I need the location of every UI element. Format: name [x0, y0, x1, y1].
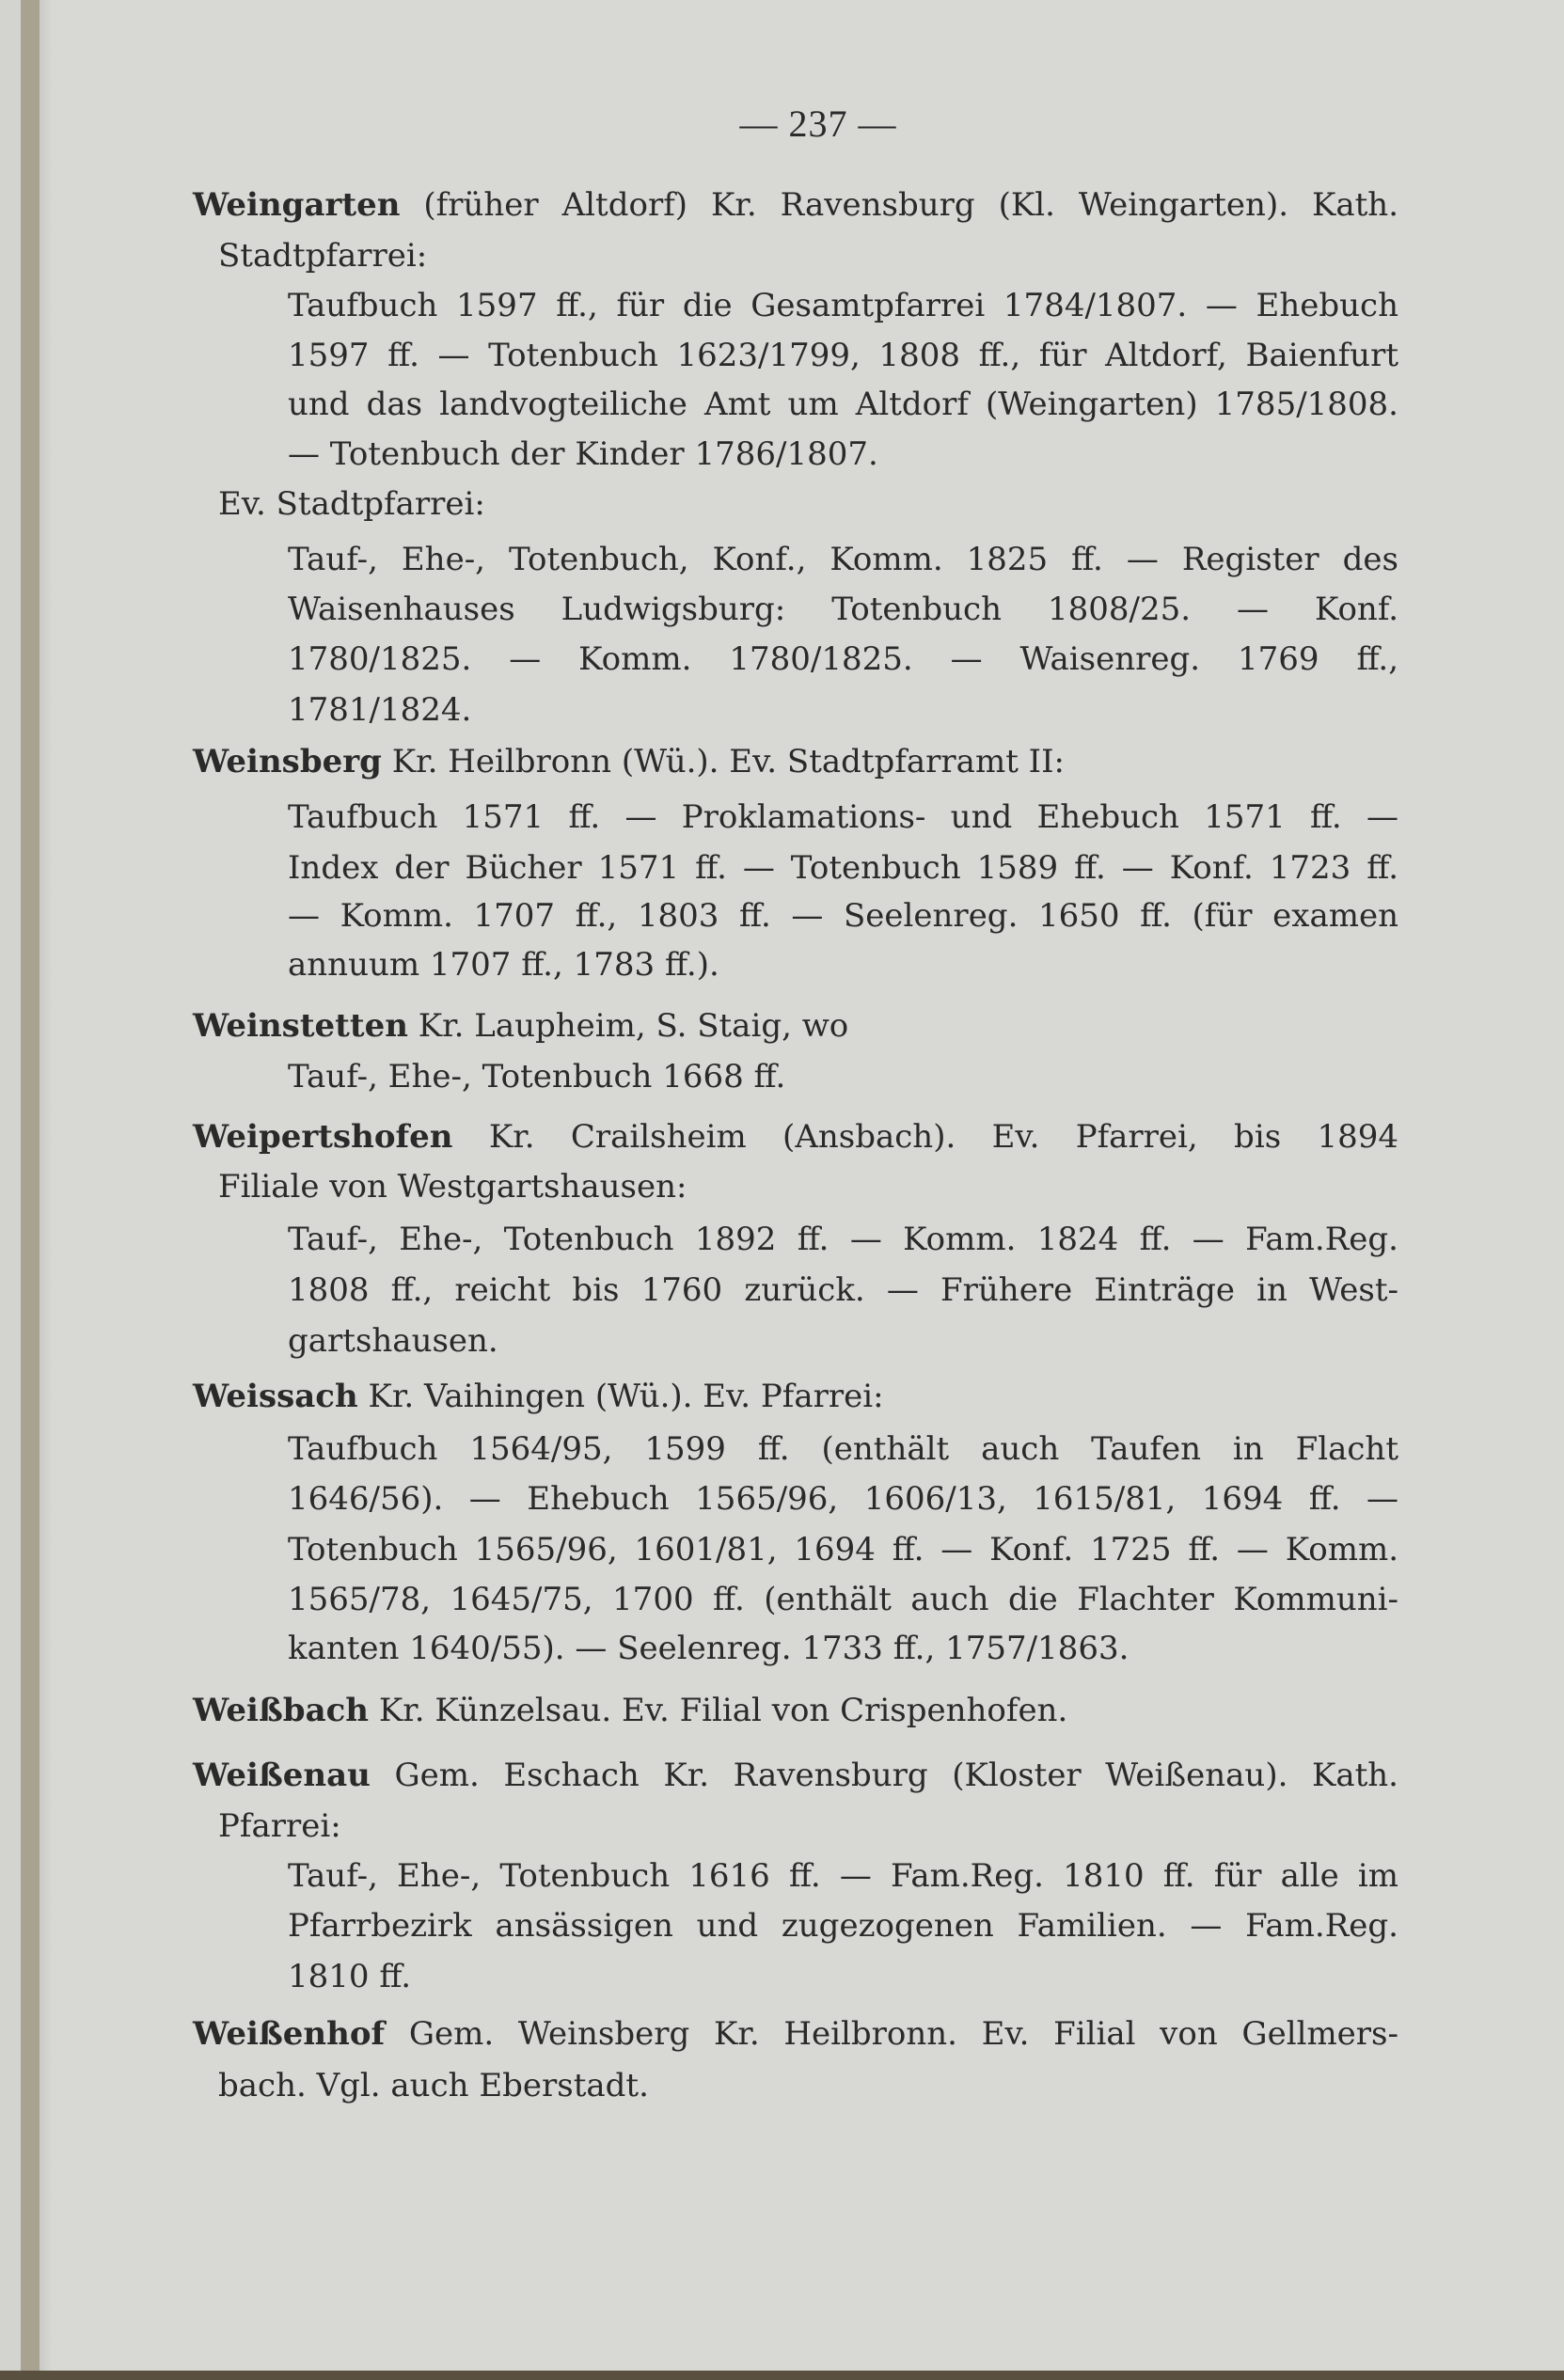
- entry-heading: [193, 1376, 1398, 1417]
- entry-heading: [193, 2013, 1398, 2055]
- entry-line: annuum 1707 ff., 1783 ff.).: [288, 946, 719, 984]
- entry-line: Totenbuch 1565/96, 1601/81, 1694 ff. — Konf. 1725 ff. — Komm.: [288, 1531, 1398, 1568]
- entry-line: Stadtpfarrei:: [218, 237, 428, 275]
- entry-line: Ev. Stadtpfarrei:: [218, 485, 485, 523]
- entry-heading-text: Kr. Laupheim, S. Staig, wo: [407, 1007, 849, 1045]
- entry-headword: Weipertshofen: [193, 1118, 453, 1156]
- entry-heading: [193, 1005, 1398, 1047]
- entry-line: 1781/1824.: [288, 691, 472, 729]
- entry-headword: Weinstetten: [193, 1007, 408, 1045]
- entry-line: Tauf-, Ehe-, Totenbuch, Konf., Komm. 1825 ff. — Register des: [288, 541, 1398, 578]
- entry-headword: Weißenau: [193, 1757, 371, 1794]
- entry-line: Tauf-, Ehe-, Totenbuch 1616 ff. — Fam.Reg. 1810 ff. für alle im: [288, 1857, 1398, 1895]
- entry-heading-text: Gem. Eschach Kr. Ravensburg (Kloster Weißenau). Kath.: [370, 1757, 1398, 1794]
- entry-heading: [193, 184, 1398, 226]
- entry-headword: Weinsberg: [193, 743, 382, 780]
- entry-line: bach. Vgl. auch Eberstadt.: [218, 2067, 649, 2104]
- entry-line: Taufbuch 1571 ff. — Proklamations- und Ehebuch 1571 ff. —: [288, 798, 1398, 836]
- entry-line: Waisenhauses Ludwigsburg: Totenbuch 1808/25. — Konf.: [288, 591, 1398, 628]
- entry-line: — Totenbuch der Kinder 1786/1807.: [288, 435, 878, 473]
- entry-line: Pfarrbezirk ansässigen und zugezogenen Familien. — Fam.Reg.: [288, 1907, 1398, 1945]
- entry-line: Taufbuch 1597 ff., für die Gesamtpfarrei 1784/1807. — Ehebuch: [288, 287, 1398, 324]
- entry-line: 1565/78, 1645/75, 1700 ff. (enthält auch die Flachter Kommuni-: [288, 1581, 1398, 1618]
- entry-line: 1808 ff., reicht bis 1760 zurück. — Frühere Einträge in West-: [288, 1271, 1398, 1309]
- entry-line: 1646/56). — Ehebuch 1565/96, 1606/13, 1615/81, 1694 ff. —: [288, 1480, 1398, 1518]
- entry-line: Filiale von Westgartshausen:: [218, 1168, 687, 1206]
- page-edge: [0, 0, 21, 2380]
- book-spine-edge: [21, 0, 39, 2380]
- entry-line: Tauf-, Ehe-, Totenbuch 1892 ff. — Komm. 1824 ff. — Fam.Reg.: [288, 1221, 1398, 1258]
- entry-headword: Weingarten: [193, 186, 401, 224]
- entry-line: Index der Bücher 1571 ff. — Totenbuch 1589 ff. — Konf. 1723 ff.: [288, 849, 1398, 887]
- entry-headword: Weißenhof: [193, 2015, 386, 2053]
- entry-heading-text: Kr. Vaihingen (Wü.). Ev. Pfarrei:: [357, 1378, 884, 1415]
- gutter-shadow: [39, 0, 53, 2380]
- entry-line: 1780/1825. — Komm. 1780/1825. — Waisenreg. 1769 ff.,: [288, 640, 1398, 678]
- page-bottom-edge: [0, 2371, 1564, 2380]
- entry-headword: Weissach: [193, 1378, 358, 1415]
- entry-heading: [193, 1116, 1398, 1158]
- entry-heading: [193, 741, 1398, 782]
- entry-heading: [193, 1690, 1398, 1731]
- entry-heading: [193, 1755, 1398, 1796]
- entry-line: 1810 ff.: [288, 1958, 412, 1995]
- entry-line: kanten 1640/55). — Seelenreg. 1733 ff., 1757/1863.: [288, 1630, 1130, 1667]
- entry-line: und das landvogteiliche Amt um Altdorf (Weingarten) 1785/1808.: [288, 386, 1398, 423]
- entry-line: gartshausen.: [288, 1322, 498, 1360]
- entry-heading-text: Gem. Weinsberg Kr. Heilbronn. Ev. Filial von Gellmers-: [385, 2015, 1398, 2053]
- entry-heading-text: Kr. Crailsheim (Ansbach). Ev. Pfarrei, bis 1894: [452, 1118, 1398, 1156]
- entry-line: — Komm. 1707 ff., 1803 ff. — Seelenreg. 1650 ff. (für examen: [288, 897, 1398, 935]
- entry-line: 1597 ff. — Totenbuch 1623/1799, 1808 ff., für Altdorf, Baienfurt: [288, 337, 1398, 374]
- entry-line: Tauf-, Ehe-, Totenbuch 1668 ff.: [288, 1058, 786, 1095]
- entry-heading-text: Kr. Künzelsau. Ev. Filial von Crispenhofen.: [369, 1692, 1068, 1729]
- entry-heading-text: Kr. Heilbronn (Wü.). Ev. Stadtpfarramt II:: [381, 743, 1065, 780]
- entry-headword: Weißbach: [193, 1692, 370, 1729]
- entry-heading-text: (früher Altdorf) Kr. Ravensburg (Kl. Weingarten). Kath.: [400, 186, 1398, 224]
- page-number: — 237 —: [739, 102, 897, 145]
- entry-line: Pfarrei:: [218, 1807, 341, 1845]
- entry-line: Taufbuch 1564/95, 1599 ff. (enthält auch Taufen in Flacht: [288, 1430, 1398, 1468]
